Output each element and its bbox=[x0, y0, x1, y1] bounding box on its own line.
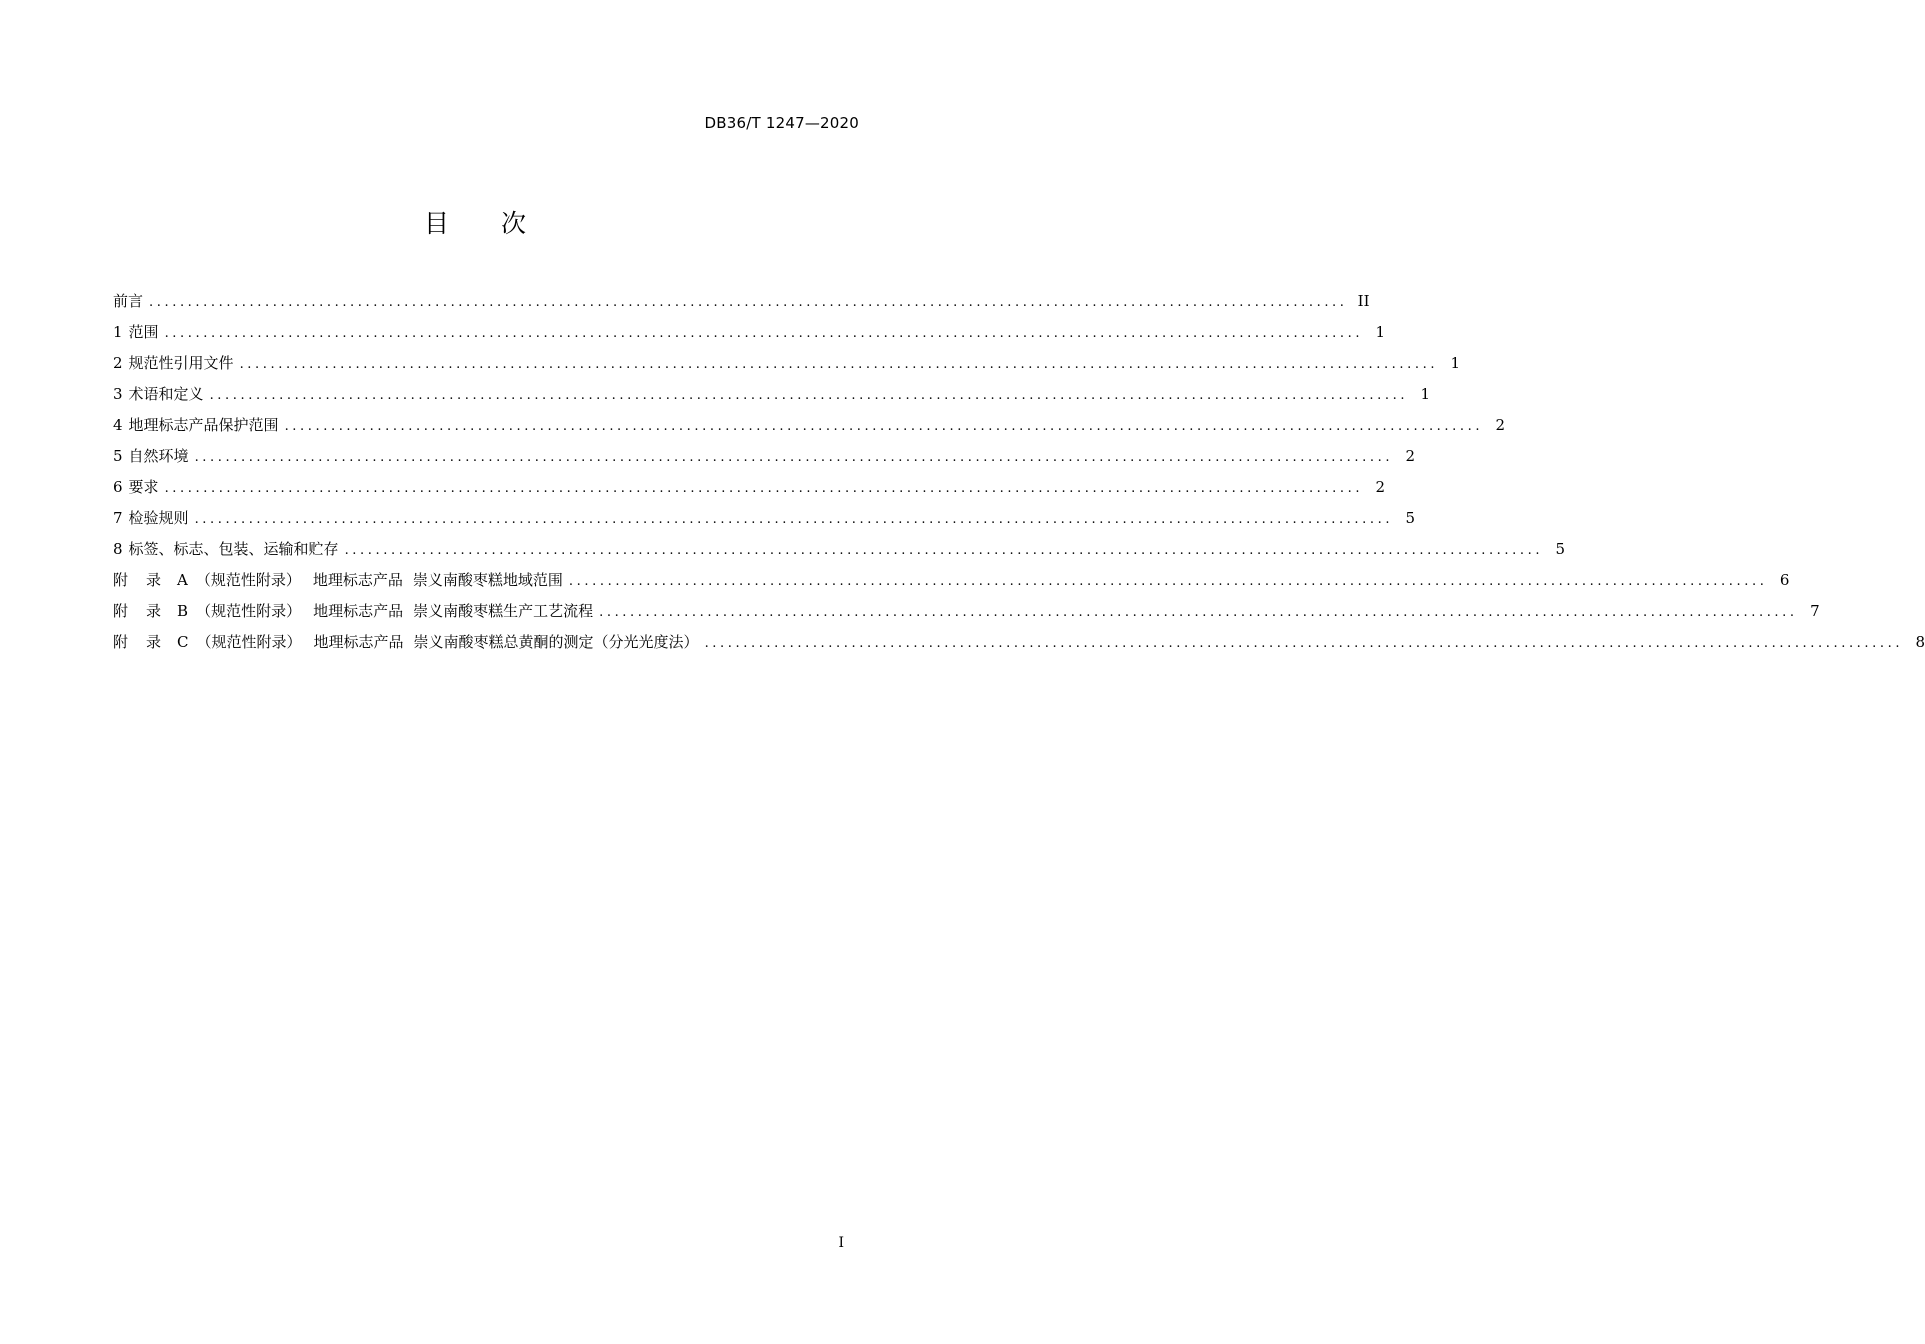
appendix-title: 崇义南酸枣糕生产工艺流程 bbox=[413, 602, 594, 620]
toc-entry-label bbox=[113, 348, 240, 379]
toc-title-char-1: 目 bbox=[423, 209, 449, 238]
appendix-word: 附 录 bbox=[113, 571, 162, 589]
dot-leader: ........................................................................................................................................................... bbox=[194, 450, 1394, 465]
toc-entry-page: 2 bbox=[1405, 447, 1416, 465]
toc-entry-label bbox=[113, 379, 210, 410]
toc-entry-page: 5 bbox=[1555, 540, 1566, 558]
appendix-letter: C bbox=[177, 633, 189, 651]
toc-appendix-c[interactable] bbox=[113, 627, 1925, 658]
dot-leader: ........................................................................................................................................................... bbox=[704, 636, 1904, 651]
dot-leader: ........................................................................................................................................................... bbox=[164, 326, 1364, 341]
toc-appendix-label bbox=[113, 565, 569, 596]
dot-leader: ........................................................................................................................................................... bbox=[164, 481, 1364, 496]
toc-entry-title: 标签、标志、包装、运输和贮存 bbox=[128, 540, 339, 558]
toc-entry-page: 1 bbox=[1420, 385, 1431, 403]
toc-entry-title: 前言 bbox=[113, 292, 144, 310]
toc-entry-page: 1 bbox=[1450, 354, 1461, 372]
dot-leader: ........................................................................................................................................................... bbox=[194, 512, 1394, 527]
toc-entry-5[interactable] bbox=[113, 441, 1416, 472]
dot-leader: ........................................................................................................................................................... bbox=[344, 543, 1544, 558]
toc-entry-label bbox=[113, 317, 165, 348]
toc-appendix-label bbox=[113, 627, 705, 658]
dot-leader: ........................................................................................................................................................... bbox=[599, 605, 1798, 620]
toc-entry-page: 5 bbox=[1405, 509, 1416, 527]
toc-entry-number: 3 bbox=[113, 385, 123, 403]
toc-entry-label bbox=[113, 410, 285, 441]
toc-entry-page: 8 bbox=[1915, 633, 1925, 651]
toc-entry-number: 2 bbox=[113, 354, 123, 372]
appendix-type: （规范性附录） bbox=[195, 571, 301, 589]
appendix-title: 崇义南酸枣糕总黄酮的测定（分光光度法） bbox=[413, 633, 699, 651]
toc-entry-number: 5 bbox=[113, 447, 123, 465]
appendix-prefix: 地理标志产品 bbox=[313, 602, 404, 620]
toc-appendix-label bbox=[113, 596, 599, 627]
toc-entry-title: 规范性引用文件 bbox=[128, 354, 234, 372]
appendix-letter: B bbox=[177, 602, 189, 620]
toc-entry-label bbox=[113, 441, 195, 472]
appendix-title: 崇义南酸枣糕地域范围 bbox=[412, 571, 563, 589]
toc-entry-title: 术语和定义 bbox=[128, 385, 204, 403]
toc-entry-title: 要求 bbox=[128, 478, 159, 496]
toc-entry-1[interactable] bbox=[113, 317, 1386, 348]
toc-entry-page: II bbox=[1357, 292, 1370, 310]
toc-entry-title: 地理标志产品保护范围 bbox=[128, 416, 279, 434]
appendix-prefix: 地理标志产品 bbox=[312, 571, 403, 589]
appendix-letter: A bbox=[177, 571, 188, 589]
appendix-type: （规范性附录） bbox=[196, 633, 302, 651]
toc-entry-number: 7 bbox=[113, 509, 123, 527]
appendix-prefix: 地理标志产品 bbox=[313, 633, 404, 651]
toc-entry-7[interactable] bbox=[113, 503, 1416, 534]
standard-code: DB36/T 1247—2020 bbox=[704, 114, 859, 132]
toc-entry-page: 2 bbox=[1375, 478, 1386, 496]
dot-leader: ........................................................................................................................................................... bbox=[149, 295, 1348, 310]
toc-entry-6[interactable] bbox=[113, 472, 1386, 503]
toc-entry-page: 6 bbox=[1779, 571, 1790, 589]
toc-entry-label bbox=[113, 503, 195, 534]
dot-leader: ........................................................................................................................................................... bbox=[239, 357, 1439, 372]
table-of-contents bbox=[113, 286, 1925, 658]
toc-entry-title: 范围 bbox=[128, 323, 159, 341]
toc-entry-number: 8 bbox=[113, 540, 123, 558]
dot-leader: ........................................................................................................................................................... bbox=[209, 388, 1409, 403]
appendix-word: 附 录 bbox=[113, 602, 162, 620]
toc-title-char-2: 次 bbox=[501, 209, 527, 238]
toc-entry-label bbox=[113, 472, 165, 503]
toc-entry-2[interactable] bbox=[113, 348, 1461, 379]
toc-entry-number: 1 bbox=[113, 323, 123, 341]
toc-entry-title: 检验规则 bbox=[128, 509, 189, 527]
toc-appendix-b[interactable] bbox=[113, 596, 1820, 627]
appendix-type: （规范性附录） bbox=[196, 602, 302, 620]
dot-leader: ........................................................................................................................................................... bbox=[284, 419, 1484, 434]
toc-entry-3[interactable] bbox=[113, 379, 1431, 410]
toc-entry-8[interactable] bbox=[113, 534, 1566, 565]
dot-leader: ........................................................................................................................................................... bbox=[568, 574, 1768, 589]
toc-entry-foreword[interactable] bbox=[113, 286, 1370, 317]
toc-title bbox=[0, 204, 950, 240]
toc-entry-page: 7 bbox=[1810, 602, 1820, 620]
toc-entry-number: 6 bbox=[113, 478, 123, 496]
page-number: I bbox=[838, 1235, 844, 1251]
toc-appendix-a[interactable] bbox=[113, 565, 1790, 596]
toc-entry-title: 自然环境 bbox=[128, 447, 189, 465]
toc-entry-4[interactable] bbox=[113, 410, 1506, 441]
toc-entry-label bbox=[113, 534, 345, 565]
toc-entry-page: 2 bbox=[1495, 416, 1506, 434]
toc-entry-number: 4 bbox=[113, 416, 123, 434]
toc-entry-page: 1 bbox=[1375, 323, 1386, 341]
appendix-word: 附 录 bbox=[113, 633, 162, 651]
